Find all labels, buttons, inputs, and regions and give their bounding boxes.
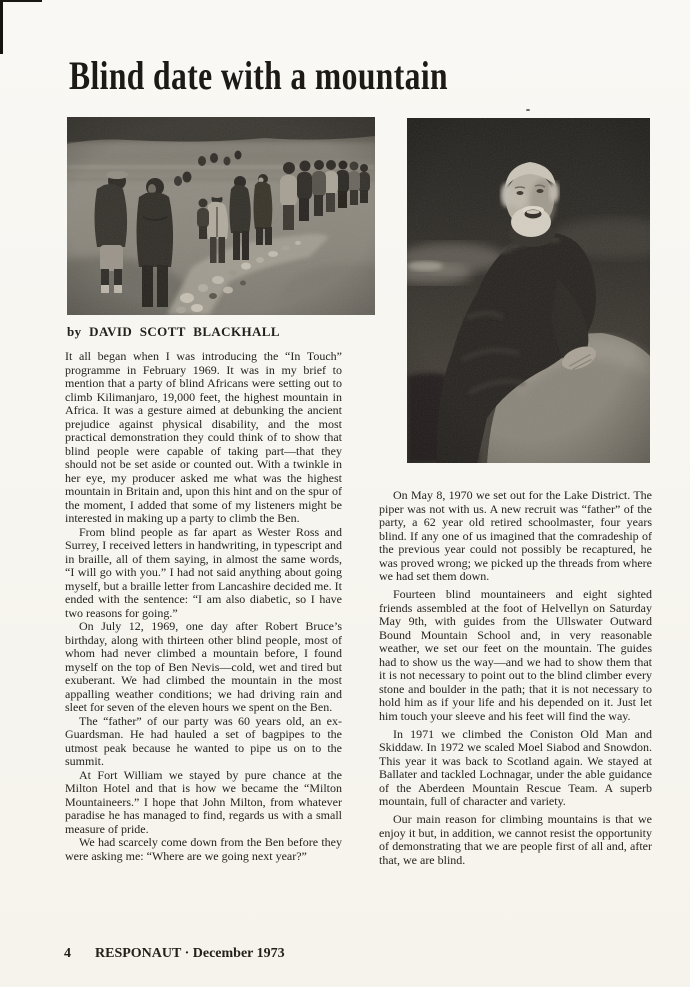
scan-speck [526,109,530,111]
byline: by DAVID SCOTT BLACKHALL [67,324,280,339]
paragraph: Fourteen blind mountaineers and eight sighted friends assembled at the foot of Helvellyn on Saturday May 9th, with guides from the Ullswater Outward Bound Mountain School and, in very reasonable weather, we set our feet on the mountain. The guides had to show us the way—and we had to show them that it is not necessary to point out to the blind climber every stone and boulder in the path; that it is not necessary to hold him as if your life and his depended on it. Just let him touch your sleeve and his feet will find the way. [379,587,652,723]
paragraph: On July 12, 1969, one day after Robert Bruce’s birthday, along with thirteen other blind people, most of whom had never climbed a mountain before, I found myself on the top of Ben Nevis—cold, wet and tired but exuberant. We had climbed the mountain in the most appalling weather conditions; we had driving rain and sleet for seven of the eleven hours we spent on the Ben. [65,619,342,714]
paragraph: At Fort William we stayed by pure chance at the Milton Hotel and that is how we became the “Milton Mountaineers.” I hope that John Milton, from whatever paradise he has managed to find, regards us with a small measure of pride. [65,767,342,836]
hikers-photo [67,117,375,315]
hikers-photo-illustration [67,117,375,315]
paragraph: We had scarcely come down from the Ben before they were asking me: “Where are we going next year?” [65,835,342,863]
paragraph: It all began when I was introducing the “In Touch” programme in February 1969. It was in my brief to mention that a party of blind Africans were setting out to climb Kilimanjaro, 19,000 feet, the highest mountain in Africa. It was a gesture aimed at debunking the ancient prejudice against physical disability, and the most practical demonstration they could think of to show that blind people were capable of taking part—that they should not be set aside or counted out. With a twinkle in her eye, my producer asked me what was the highest mountain in Britain and, upon this hint and on the spur of the moment, I added that some of my listeners might be interested in making up a party to climb the Ben. [65,349,342,525]
paragraph: In 1971 we climbed the Coniston Old Man and Skiddaw. In 1972 we scaled Moel Siabod and Snowdon. This year it was back to Scotland again. We stayed at Ballater and tackled Lochnagar, under the able guidance of the Aberdeen Mountain Rescue Team. A superb mountain, full of character and variety. [379,726,652,808]
paragraph: On May 8, 1970 we set out for the Lake District. The piper was not with us. A new recruit was “father” of the party, a 62 year old retired schoolmaster, four years blind. If any one of us imagined that the comradeship of the previous year could not possibly be recaptured, he was proved wrong; we picked up the threads from where we had set them down. [379,488,652,583]
paragraph: Our main reason for climbing mountains is that we enjoy it but, in addition, we cannot resist the opportunity of demonstrating that we are people first of all and, after that, we are blind. [379,812,652,867]
right-column [379,489,652,867]
portrait-photo-illustration [407,118,650,463]
paragraph: From blind people as far apart as Wester Ross and Surrey, I received letters in handwriting, in typescript and in braille, all of them saying, in almost the same words, “I will go with you.” I had not said anything about going myself, but a braille letter from Lancashire decided me. It ended with the sentence: “I am also diabetic, so I have two reasons for going.” [65,524,342,620]
article-title: Blind date with a mountain [69,53,449,98]
scan-artifact-left-edge [0,0,3,54]
page-footer [64,946,285,962]
left-column [65,350,342,863]
page-number: 4 [64,946,71,961]
paragraph: The “father” of our party was 60 years old, an ex-Guardsman. He had hauled a set of bagpipes to the utmost peak because he wanted to pipe us on to the summit. [65,713,342,768]
scan-artifact-top-edge [0,0,42,2]
portrait-photo [407,118,650,463]
footer-publication: RESPONAUT · December 1973 [95,946,285,961]
